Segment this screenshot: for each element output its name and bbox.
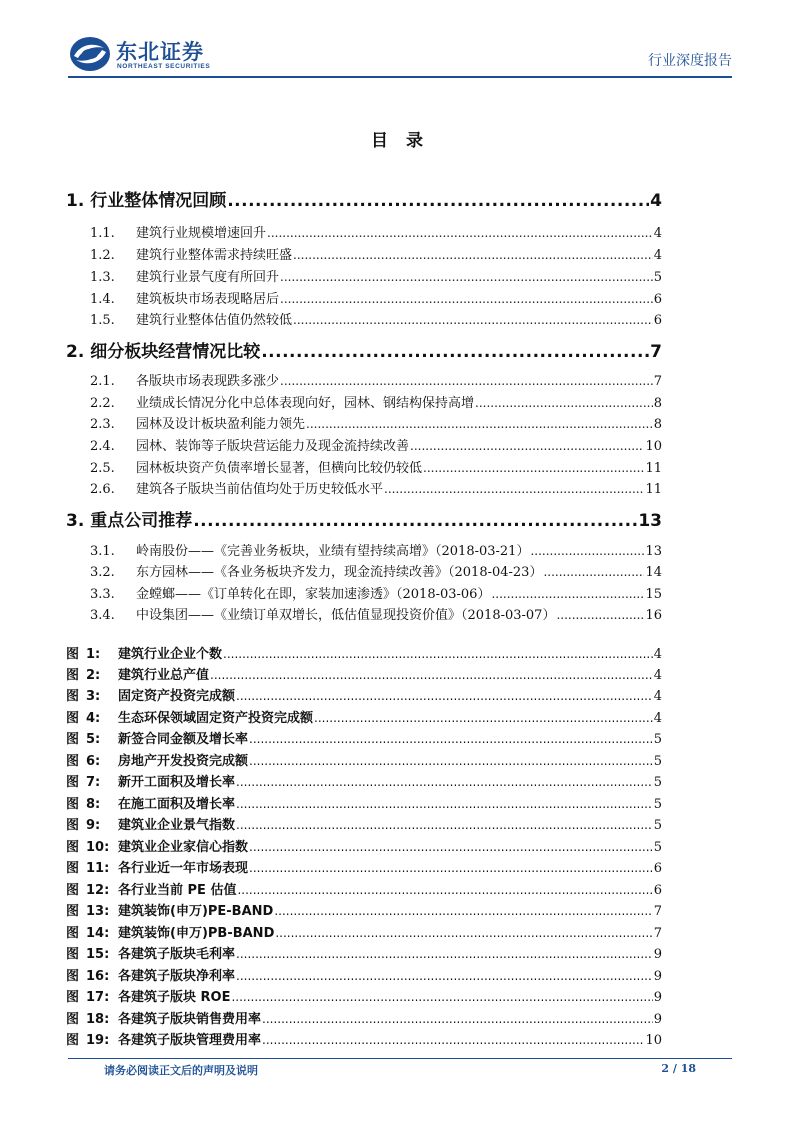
figure-title: 各建筑子版块管理费用率 bbox=[118, 1033, 262, 1048]
toc-leader bbox=[423, 461, 644, 475]
toc-figure-10[interactable] bbox=[66, 836, 662, 855]
toc-figure-15[interactable] bbox=[66, 943, 662, 962]
toc-subsection-number: 3.2. bbox=[90, 565, 115, 580]
toc-leader bbox=[293, 313, 653, 327]
toc-page-number: 7 bbox=[653, 374, 662, 389]
figure-title: 各行业近一年市场表现 bbox=[118, 861, 249, 876]
toc-page-number: 4 bbox=[650, 191, 662, 211]
toc-subsection-number: 1.3. bbox=[90, 270, 115, 285]
toc-figure-4[interactable] bbox=[66, 707, 662, 726]
toc-page-number: 5 bbox=[653, 840, 662, 855]
toc-leader bbox=[306, 417, 653, 431]
toc-page-number: 14 bbox=[645, 565, 662, 580]
toc-figure-14[interactable] bbox=[66, 922, 662, 941]
footer-divider bbox=[68, 1058, 732, 1059]
toc-leader bbox=[280, 374, 653, 388]
figure-number: 4: bbox=[86, 711, 101, 726]
toc-page-number: 4 bbox=[653, 647, 662, 662]
toc-leader bbox=[293, 248, 653, 262]
toc-figure-2[interactable] bbox=[66, 664, 662, 683]
toc-section-3[interactable] bbox=[66, 506, 662, 531]
figure-title: 各建筑子版块净利率 bbox=[118, 969, 236, 984]
figure-number: 17: bbox=[86, 990, 110, 1005]
toc-page-number: 5 bbox=[653, 818, 662, 833]
figure-prefix: 图 bbox=[66, 775, 80, 790]
toc-leader bbox=[236, 947, 653, 961]
toc-subsection-title: 建筑行业规模增速回升 bbox=[136, 226, 267, 241]
toc-page-number: 6 bbox=[653, 292, 662, 307]
toc-subsection-title: 中设集团——《业绩订单双增长，低估值显现投资价值》（2018-03-07） bbox=[136, 608, 556, 623]
figure-prefix: 图 bbox=[66, 1012, 80, 1027]
toc-leader bbox=[237, 883, 652, 897]
header-divider bbox=[68, 76, 732, 78]
logo-emblem-icon bbox=[68, 34, 112, 74]
figure-prefix: 图 bbox=[66, 647, 80, 662]
toc-leader bbox=[249, 861, 653, 875]
toc-page-number: 10 bbox=[645, 439, 662, 454]
toc-section-number: 3. bbox=[66, 511, 85, 531]
toc-page-number: 13 bbox=[638, 511, 662, 531]
toc-subsection-number: 3.3. bbox=[90, 587, 115, 602]
toc-subsection-2-1[interactable] bbox=[66, 370, 662, 389]
toc-page-number: 10 bbox=[645, 1033, 662, 1048]
report-type-label: 行业深度报告 bbox=[648, 53, 732, 69]
footer-disclaimer: 请务必阅读正文后的声明及说明 bbox=[104, 1064, 258, 1077]
figure-title: 建筑装饰(申万)PE-BAND bbox=[118, 904, 274, 919]
toc-subsection-number: 3.4. bbox=[90, 608, 115, 623]
figure-title: 固定资产投资完成额 bbox=[118, 689, 236, 704]
toc-leader bbox=[274, 904, 652, 918]
figure-prefix: 图 bbox=[66, 904, 80, 919]
toc-subsection-number: 2.2. bbox=[90, 396, 115, 411]
toc-subsection-1-5[interactable] bbox=[66, 309, 662, 328]
toc-leader bbox=[249, 754, 653, 768]
toc-subsection-title: 建筑行业景气度有所回升 bbox=[136, 270, 280, 285]
toc-leader bbox=[530, 544, 644, 558]
toc-subsection-title: 岭南股份——《完善业务板块，业绩有望持续高增》（2018-03-21） bbox=[136, 544, 530, 559]
toc-subsection-2-5[interactable] bbox=[66, 457, 662, 476]
figure-prefix: 图 bbox=[66, 754, 80, 769]
toc-page-number: 4 bbox=[653, 226, 662, 241]
figure-number: 11: bbox=[86, 861, 110, 876]
figure-number: 5: bbox=[86, 732, 101, 747]
toc-section-number: 2. bbox=[66, 342, 85, 362]
figure-number: 3: bbox=[86, 689, 101, 704]
toc-section-1[interactable] bbox=[66, 186, 662, 211]
figure-title: 新开工面积及增长率 bbox=[118, 775, 236, 790]
toc-subsection-title: 建筑板块市场表现略居后 bbox=[136, 292, 280, 307]
figure-number: 9: bbox=[86, 818, 101, 833]
toc-subsection-3-3[interactable] bbox=[66, 583, 662, 602]
toc-leader bbox=[280, 292, 653, 306]
toc-page-number: 8 bbox=[653, 396, 662, 411]
footer-page-number: 2 / 18 bbox=[661, 1062, 696, 1075]
toc-section-title: 行业整体情况回顾 bbox=[90, 191, 227, 211]
toc-subsection-number: 1.5. bbox=[90, 313, 115, 328]
company-logo bbox=[68, 34, 228, 74]
toc-section-title: 细分板块经营情况比较 bbox=[90, 342, 261, 362]
toc-subsection-number: 1.4. bbox=[90, 292, 115, 307]
toc-leader bbox=[249, 840, 653, 854]
figure-prefix: 图 bbox=[66, 689, 80, 704]
toc-leader bbox=[236, 797, 653, 811]
figure-title: 在施工面积及增长率 bbox=[118, 797, 236, 812]
toc-page-number: 16 bbox=[645, 608, 662, 623]
figure-prefix: 图 bbox=[66, 668, 80, 683]
figure-number: 18: bbox=[86, 1012, 110, 1027]
toc-subsection-number: 2.3. bbox=[90, 417, 115, 432]
figure-title: 建筑业企业景气指数 bbox=[118, 818, 236, 833]
toc-subsection-2-6[interactable] bbox=[66, 478, 662, 497]
toc-subsection-title: 建筑各子版块当前估值均处于历史较低水平 bbox=[136, 482, 384, 497]
toc-leader bbox=[267, 226, 653, 240]
toc-figure-16[interactable] bbox=[66, 965, 662, 984]
toc-page-number: 5 bbox=[653, 270, 662, 285]
toc-leader bbox=[262, 1033, 644, 1047]
toc-leader bbox=[223, 647, 653, 661]
toc-page-number: 7 bbox=[653, 926, 662, 941]
toc-figure-17[interactable] bbox=[66, 986, 662, 1005]
toc-subsection-number: 1.1. bbox=[90, 226, 115, 241]
figure-number: 2: bbox=[86, 668, 101, 683]
toc-page-number: 13 bbox=[645, 544, 662, 559]
toc-figure-11[interactable] bbox=[66, 857, 662, 876]
toc-subsection-3-2[interactable] bbox=[66, 561, 662, 580]
figure-title: 各建筑子版块毛利率 bbox=[118, 947, 236, 962]
toc-subsection-title: 东方园林——《各业务板块齐发力，现金流持续改善》（2018-04-23） bbox=[136, 565, 543, 580]
toc-figure-5[interactable] bbox=[66, 728, 662, 747]
figure-prefix: 图 bbox=[66, 732, 80, 747]
figure-prefix: 图 bbox=[66, 711, 80, 726]
toc-figure-9[interactable] bbox=[66, 814, 662, 833]
toc-page-number: 5 bbox=[653, 732, 662, 747]
toc-subsection-3-4[interactable] bbox=[66, 604, 662, 623]
toc-page-number: 9 bbox=[653, 1012, 662, 1027]
toc-figure-7[interactable] bbox=[66, 771, 662, 790]
toc-leader bbox=[280, 270, 653, 284]
toc-leader bbox=[491, 587, 644, 601]
toc-subsection-number: 2.6. bbox=[90, 482, 115, 497]
toc-figure-3[interactable] bbox=[66, 685, 662, 704]
toc-subsection-3-1[interactable] bbox=[66, 540, 662, 559]
toc-subsection-number: 3.1. bbox=[90, 544, 115, 559]
toc-page-number: 9 bbox=[653, 947, 662, 962]
toc-leader bbox=[193, 511, 637, 531]
figure-title: 建筑行业总产值 bbox=[118, 668, 210, 683]
toc-subsection-1-1[interactable] bbox=[66, 222, 662, 241]
figure-number: 6: bbox=[86, 754, 101, 769]
toc-page-number: 15 bbox=[645, 587, 662, 602]
toc-subsection-title: 园林、装饰等子版块营运能力及现金流持续改善 bbox=[136, 439, 410, 454]
toc-figure-8[interactable] bbox=[66, 793, 662, 812]
figure-title: 新签合同金额及增长率 bbox=[118, 732, 249, 747]
toc-leader bbox=[384, 482, 644, 496]
toc-figure-18[interactable] bbox=[66, 1008, 662, 1027]
toc-subsection-2-2[interactable] bbox=[66, 392, 662, 411]
toc-page-number: 4 bbox=[653, 248, 662, 263]
figure-title: 房地产开发投资完成额 bbox=[118, 754, 249, 769]
figure-prefix: 图 bbox=[66, 840, 80, 855]
toc-section-2[interactable] bbox=[66, 337, 662, 362]
toc-subsection-2-4[interactable] bbox=[66, 435, 662, 454]
toc-subsection-1-4[interactable] bbox=[66, 288, 662, 307]
figure-prefix: 图 bbox=[66, 818, 80, 833]
figure-title: 建筑业企业家信心指数 bbox=[118, 840, 249, 855]
figure-prefix: 图 bbox=[66, 883, 80, 898]
toc-leader bbox=[556, 608, 644, 622]
figure-number: 14: bbox=[86, 926, 110, 941]
figure-number: 15: bbox=[86, 947, 110, 962]
toc-figure-13[interactable] bbox=[66, 900, 662, 919]
toc-page-number: 7 bbox=[653, 904, 662, 919]
logo-company-name-cn: 东北证券 bbox=[116, 40, 204, 64]
toc-figure-12[interactable] bbox=[66, 879, 662, 898]
toc-leader bbox=[261, 342, 649, 362]
figure-prefix: 图 bbox=[66, 926, 80, 941]
toc-leader bbox=[210, 668, 653, 682]
toc-leader bbox=[249, 732, 653, 746]
figure-prefix: 图 bbox=[66, 990, 80, 1005]
toc-figure-19[interactable] bbox=[66, 1029, 662, 1048]
toc-page-number: 9 bbox=[653, 969, 662, 984]
toc-leader bbox=[262, 1012, 653, 1026]
figure-title: 各行业当前 PE 估值 bbox=[118, 883, 237, 898]
toc-page-number: 4 bbox=[653, 668, 662, 683]
toc-section-number: 1. bbox=[66, 191, 85, 211]
toc-subsection-number: 2.4. bbox=[90, 439, 115, 454]
figure-title: 生态环保领域固定资产投资完成额 bbox=[118, 711, 314, 726]
toc-subsection-1-3[interactable] bbox=[66, 266, 662, 285]
toc-leader bbox=[314, 711, 653, 725]
figure-prefix: 图 bbox=[66, 969, 80, 984]
toc-leader bbox=[475, 396, 653, 410]
toc-subsection-number: 1.2. bbox=[90, 248, 115, 263]
toc-page-number: 4 bbox=[653, 711, 662, 726]
toc-subsection-number: 2.1. bbox=[90, 374, 115, 389]
toc-page-number: 4 bbox=[653, 689, 662, 704]
figure-number: 1: bbox=[86, 647, 101, 662]
figure-number: 12: bbox=[86, 883, 110, 898]
toc-page-number: 6 bbox=[653, 313, 662, 328]
toc-subsection-title: 园林板块资产负债率增长显著，但横向比较仍较低 bbox=[136, 461, 423, 476]
figure-number: 7: bbox=[86, 775, 101, 790]
toc-page-number: 5 bbox=[653, 775, 662, 790]
toc-page-number: 11 bbox=[645, 461, 662, 476]
toc-subsection-title: 业绩成长情况分化中总体表现向好，园林、钢结构保持高增 bbox=[136, 396, 475, 411]
toc-title: 目 录 bbox=[371, 131, 429, 151]
toc-subsection-1-2[interactable] bbox=[66, 244, 662, 263]
page-header bbox=[68, 28, 732, 78]
toc-leader bbox=[231, 990, 652, 1004]
toc-leader bbox=[410, 439, 644, 453]
figure-number: 19: bbox=[86, 1033, 110, 1048]
toc-leader bbox=[236, 689, 653, 703]
toc-page-number: 8 bbox=[653, 417, 662, 432]
toc-leader bbox=[543, 565, 644, 579]
toc-leader bbox=[236, 775, 653, 789]
toc-leader bbox=[275, 926, 652, 940]
toc-subsection-title: 各版块市场表现跌多涨少 bbox=[136, 374, 280, 389]
figure-prefix: 图 bbox=[66, 1033, 80, 1048]
toc-subsection-title: 金螳螂——《订单转化在即，家装加速渗透》（2018-03-06） bbox=[136, 587, 491, 602]
toc-page-number: 7 bbox=[650, 342, 662, 362]
figure-number: 8: bbox=[86, 797, 101, 812]
toc-page-number: 6 bbox=[653, 883, 662, 898]
toc-subsection-title: 建筑行业整体估值仍然较低 bbox=[136, 313, 293, 328]
toc-leader bbox=[236, 969, 653, 983]
figure-number: 10: bbox=[86, 840, 110, 855]
figure-title: 建筑行业企业个数 bbox=[118, 647, 223, 662]
toc-leader bbox=[227, 191, 649, 211]
toc-subsection-number: 2.5. bbox=[90, 461, 115, 476]
logo-company-name-en: NORTHEAST SECURITIES bbox=[117, 63, 211, 70]
figure-title: 建筑装饰(申万)PB-BAND bbox=[118, 926, 275, 941]
toc-page-number: 5 bbox=[653, 797, 662, 812]
toc-subsection-2-3[interactable] bbox=[66, 413, 662, 432]
figure-title: 各建筑子版块销售费用率 bbox=[118, 1012, 262, 1027]
figure-prefix: 图 bbox=[66, 797, 80, 812]
figure-number: 13: bbox=[86, 904, 110, 919]
toc-figure-1[interactable] bbox=[66, 643, 662, 662]
toc-subsection-title: 园林及设计板块盈利能力领先 bbox=[136, 417, 306, 432]
toc-page-number: 11 bbox=[645, 482, 662, 497]
figure-number: 16: bbox=[86, 969, 110, 984]
toc-page-number: 9 bbox=[653, 990, 662, 1005]
toc-leader bbox=[236, 818, 653, 832]
toc-figure-6[interactable] bbox=[66, 750, 662, 769]
toc-section-title: 重点公司推荐 bbox=[90, 511, 193, 531]
figure-prefix: 图 bbox=[66, 861, 80, 876]
toc-page-number: 5 bbox=[653, 754, 662, 769]
figure-prefix: 图 bbox=[66, 947, 80, 962]
toc-subsection-title: 建筑行业整体需求持续旺盛 bbox=[136, 248, 293, 263]
figure-title: 各建筑子版块 ROE bbox=[118, 990, 231, 1005]
toc-page-number: 6 bbox=[653, 861, 662, 876]
